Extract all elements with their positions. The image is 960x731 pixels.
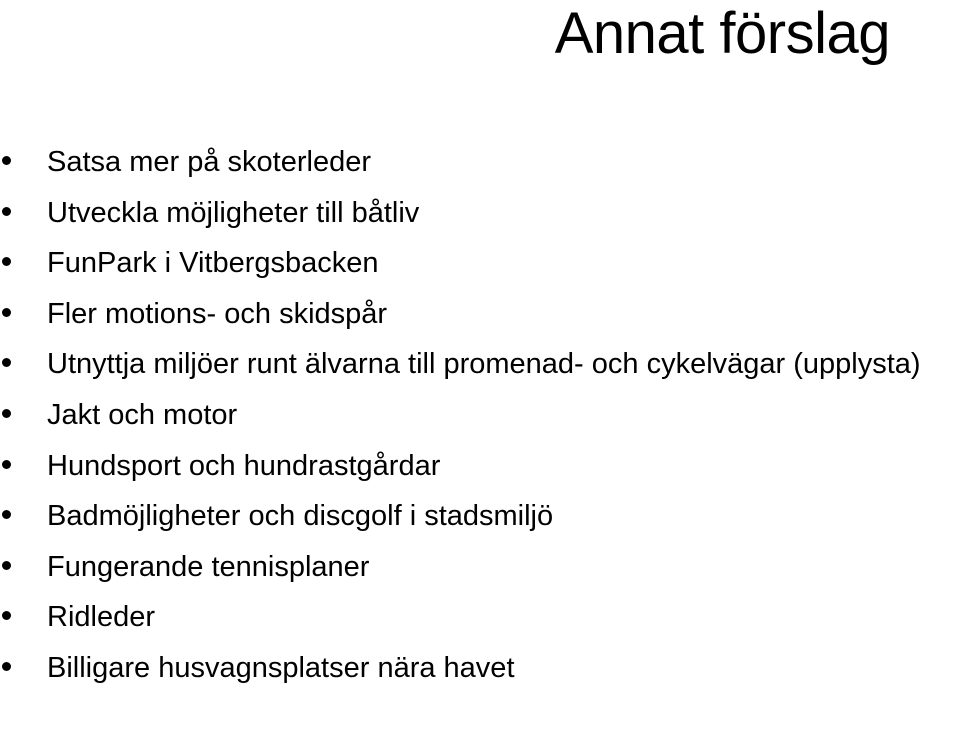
bullet-icon xyxy=(2,409,11,418)
bullet-text: Billigare husvagnsplatser nära havet xyxy=(47,651,515,684)
bullet-text: Fungerande tennisplaner xyxy=(47,550,370,583)
bullet-item xyxy=(0,542,960,593)
slide-title: Annat förslag xyxy=(554,1,890,66)
bullet-item xyxy=(0,188,960,239)
bullet-item xyxy=(0,238,960,289)
bullet-item xyxy=(0,339,960,390)
bullet-item xyxy=(0,137,960,188)
bullet-text: Ridleder xyxy=(47,601,155,634)
bullet-text: FunPark i Vitbergsbacken xyxy=(47,247,379,280)
bullet-item xyxy=(0,643,960,694)
bullet-item xyxy=(0,390,960,441)
bullet-text: Utnyttja miljöer runt älvarna till promenad- och cykelvägar (upplysta) xyxy=(47,348,921,381)
bullet-text: Utveckla möjligheter till båtliv xyxy=(47,196,420,229)
bullet-icon xyxy=(2,561,11,570)
bullet-item xyxy=(0,592,960,643)
bullet-icon xyxy=(2,662,11,671)
bullet-icon xyxy=(2,611,11,620)
bullet-list xyxy=(0,137,960,694)
bullet-text: Fler motions- och skidspår xyxy=(47,297,388,330)
bullet-item xyxy=(0,491,960,542)
bullet-icon xyxy=(2,510,11,519)
bullet-text: Badmöjligheter och discgolf i stadsmiljö xyxy=(47,500,554,533)
bullet-item xyxy=(0,441,960,492)
bullet-icon xyxy=(2,358,11,367)
bullet-item xyxy=(0,289,960,340)
bullet-icon xyxy=(2,156,11,165)
bullet-icon xyxy=(2,460,11,469)
bullet-icon xyxy=(2,308,11,317)
bullet-icon xyxy=(2,257,11,266)
bullet-text: Jakt och motor xyxy=(47,398,238,431)
bullet-text: Hundsport och hundrastgårdar xyxy=(47,449,441,482)
bullet-icon xyxy=(2,207,11,216)
bullet-text: Satsa mer på skoterleder xyxy=(47,146,371,178)
